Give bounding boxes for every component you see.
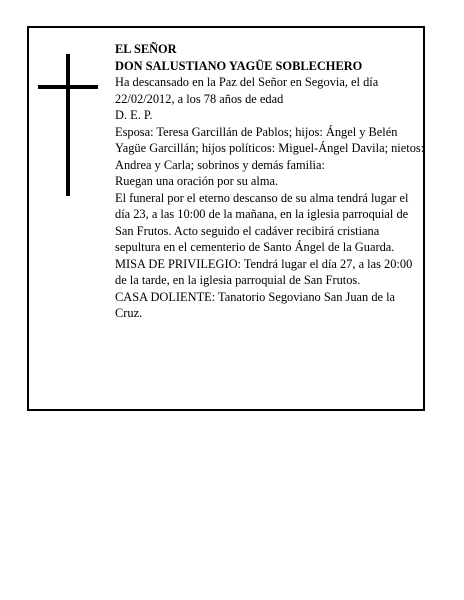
family-list: Esposa: Teresa Garcillán de Pablos; hijos: Ángel y Belén Yagüe Garcillán; hijos políticos: Miguel-Ángel Davila; nietos: Andrea y Carla; sobrinos y demás familia: xyxy=(115,124,425,172)
mourning-house: CASA DOLIENTE: Tanatorio Segoviano San Juan de la Cruz. xyxy=(115,289,396,320)
rip-abbreviation: D. E. P. xyxy=(115,108,153,122)
cross-icon xyxy=(38,54,100,196)
death-statement: Ha descansado en la Paz del Señor en Segovia, el día 22/02/2012, a los 78 años de edad xyxy=(115,75,379,106)
obituary-text xyxy=(115,41,425,322)
cross-horizontal-bar xyxy=(38,85,98,89)
obituary-notice xyxy=(27,26,425,411)
funeral-details: El funeral por el eterno descanso de su alma tendrá lugar el día 23, a las 10:00 de la mañana, en la iglesia parroquial de San Frutos. Acto seguido el cadáver recibirá cristiana sepultura en el cementerio de Santo Ángel de la Guarda. xyxy=(115,190,409,254)
heading-title: EL SEÑOR xyxy=(115,42,177,56)
cross-vertical-bar xyxy=(66,54,70,196)
deceased-name: DON SALUSTIANO YAGÜE SOBLECHERO xyxy=(115,58,363,73)
mass-details: MISA DE PRIVILEGIO: Tendrá lugar el día 27, a las 20:00 de la tarde, en la iglesia parroquial de San Frutos. xyxy=(115,256,413,287)
prayer-request: Ruegan una oración por su alma. xyxy=(115,174,279,188)
